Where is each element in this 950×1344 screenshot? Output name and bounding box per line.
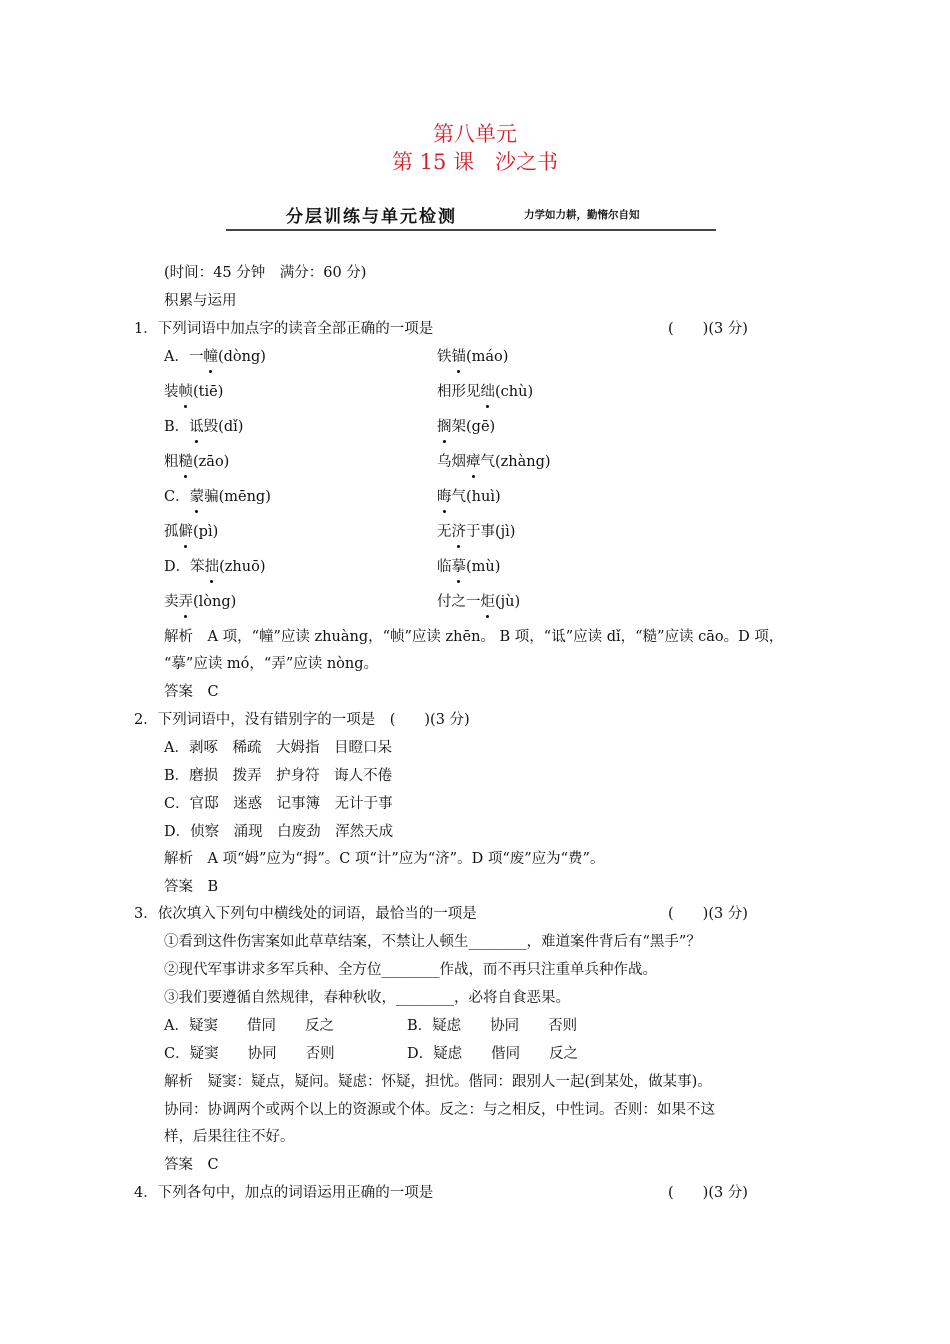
q1-stem: 1．下列词语中加点字的读音全部正确的一项是 (134, 321, 434, 337)
q3-analysis-line-2: 协同：协调两个或两个以上的资源或个体。反之：与之相反，中性词。否则：如果不这 (164, 1102, 715, 1118)
q3-analysis-line-1: 解析 疑窦：疑点，疑问。疑虑：怀疑，担忧。偕同：跟别人一起(到某处，做某事)。 (164, 1074, 712, 1090)
q1-analysis-line-2: “摹”应读 mó，“弄”应读 nòng。 (164, 656, 379, 672)
q3-sentence-1: ①看到这件伤害案如此草草结案，不禁让人顿生________，难道案件背后有“黑手”？ (164, 934, 701, 950)
q1-option-c-1: C．蒙骗(mēng) (164, 489, 271, 505)
lesson-title: 第 15 课 沙之书 (391, 150, 559, 174)
q1-option-d-4: 付之一炬(jù) (437, 594, 521, 610)
q1-option-a-4: 相形见绌(chù) (437, 384, 534, 400)
banner-motto: 力学如力耕，勤惰尔自知 (524, 209, 640, 221)
q3-sentence-3: ③我们要遵循自然规律，春种秋收，________，必将自食恶果。 (164, 990, 570, 1006)
q1-answer: 答案 C (164, 684, 219, 700)
q1-score: ( )(3 分) (668, 321, 748, 337)
q1-option-a-3: 装帧(tiē) (164, 384, 224, 400)
section-banner (226, 202, 716, 232)
q3-option-a: A．疑窦 借同 反之 (164, 1018, 334, 1034)
q2-analysis: 解析 A 项“姆”应为“拇”。C 项“计”应为“济”。D 项“废”应为“费”。 (164, 851, 605, 867)
q3-analysis-line-3: 样，后果往往不好。 (164, 1129, 295, 1145)
q1-option-d-2: 临摹(mù) (437, 559, 501, 575)
q1-analysis-line-1: 解析 A 项，“幢”应读 zhuàng，“帧”应读 zhēn。 B 项，“诋”应读 dǐ，“糙”应读 cāo。D 项， (164, 629, 784, 645)
q2-option-c: C．官邸 迷惑 记事簿 无计于事 (164, 796, 393, 812)
q1-option-a-1: A．一幢(dòng) (164, 349, 266, 365)
section-heading: 积累与运用 (164, 293, 237, 309)
time-limit: (时间：45 分钟 满分：60 分) (164, 265, 367, 281)
banner-rule (226, 229, 716, 231)
q1-option-c-2: 晦气(huì) (437, 489, 501, 505)
q1-option-c-3: 孤僻(pì) (164, 524, 219, 540)
q1-option-a-2: 铁锚(máo) (437, 349, 509, 365)
q4-score: ( )(3 分) (668, 1185, 748, 1201)
q1-option-b-2: 搁架(gē) (437, 419, 496, 435)
banner-title: 分层训练与单元检测 (286, 207, 457, 227)
q1-option-b-1: B．诋毁(dǐ) (164, 419, 244, 435)
q3-score: ( )(3 分) (668, 906, 748, 922)
q2-option-d: D．侦察 涌现 白废劲 浑然天成 (164, 824, 394, 840)
q2-answer: 答案 B (164, 879, 219, 895)
q1-option-b-4: 乌烟瘴气(zhàng) (437, 454, 551, 470)
unit-title: 第八单元 (433, 122, 517, 146)
q3-option-b: B．疑虑 协同 否则 (407, 1018, 578, 1034)
q1-option-d-3: 卖弄(lòng) (164, 594, 237, 610)
q1-option-d-1: D．笨拙(zhuō) (164, 559, 266, 575)
q3-stem: 3．依次填入下列句中横线处的词语，最恰当的一项是 (134, 906, 477, 922)
q1-option-b-3: 粗糙(zāo) (164, 454, 230, 470)
q3-answer: 答案 C (164, 1157, 219, 1173)
q3-option-d: D．疑虑 偕同 反之 (407, 1046, 579, 1062)
q2-option-a: A．剥啄 稀疏 大姆指 目瞪口呆 (164, 740, 392, 756)
q4-stem: 4．下列各句中，加点的词语运用正确的一项是 (134, 1185, 434, 1201)
q2-stem: 2．下列词语中，没有错别字的一项是 ( )(3 分) (134, 712, 470, 728)
q3-sentence-2: ②现代军事讲求多军兵种、全方位________作战，而不再只注重单兵种作战。 (164, 962, 657, 978)
q3-option-c: C．疑窦 协同 否则 (164, 1046, 335, 1062)
q2-option-b: B．磨损 拨弄 护身符 诲人不倦 (164, 768, 393, 784)
q1-option-c-4: 无济于事(jì) (437, 524, 516, 540)
